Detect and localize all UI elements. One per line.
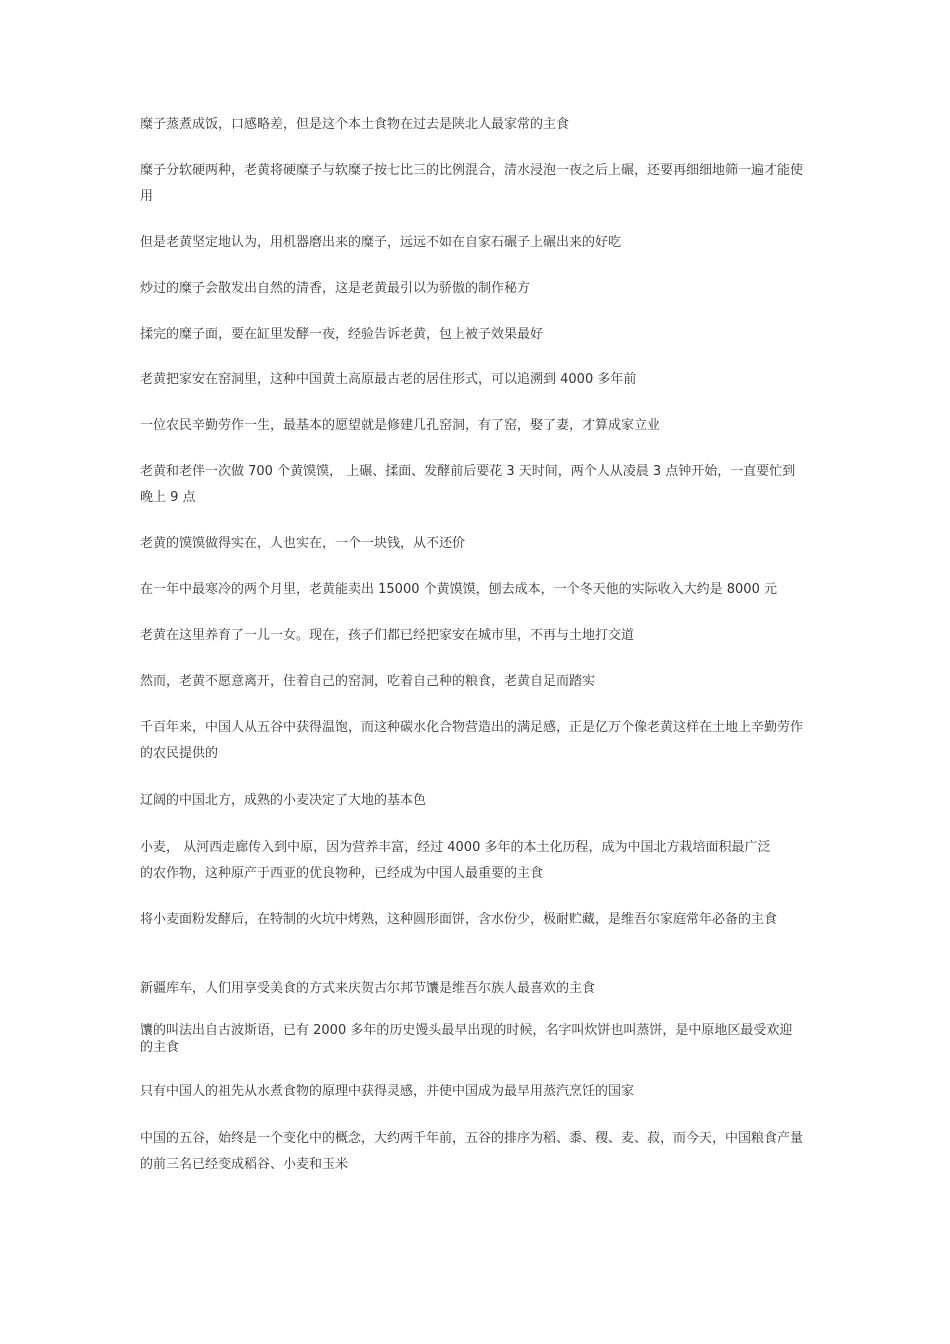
paragraph: 馕的叫法出自古波斯语，已有 2000 多年的历史馒头最早出现的时候，名字叫炊饼也叫蒸饼，是中原地区最受欢迎的主食 <box>140 1023 793 1055</box>
paragraph: 中国的五谷，始终是一个变化中的概念，大约两千年前，五谷的排序为稻、黍、稷、麦、菽，而今天，中国粮食产量的前三名已经变成稻谷、小麦和玉米 <box>140 1131 804 1172</box>
paragraph: 将小麦面粉发酵后，在特制的火坑中烤熟，这种圆形面饼，含水份少，极耐贮藏，是维吾尔家庭常年必备的主食 <box>140 912 778 927</box>
paragraph: 老黄把家安在窑洞里，这种中国黄土高原最古老的居住形式，可以追溯到 4000 多年前 <box>140 372 637 387</box>
paragraph: 炒过的糜子会散发出自然的清香，这是老黄最引以为骄傲的制作秘方 <box>140 281 531 296</box>
paragraph: 老黄的馍馍做得实在，人也实在，一个一块钱，从不还价 <box>140 536 466 551</box>
paragraph: 揉完的糜子面，要在缸里发酵一夜，经验告诉老黄，包上被子效果最好 <box>140 327 544 342</box>
paragraph: 糜子蒸煮成饭，口感略差，但是这个本土食物在过去是陕北人最家常的主食 <box>140 117 570 132</box>
paragraph: 在一年中最寒冷的两个月里，老黄能卖出 15000 个黄馍馍，刨去成本，一个冬天他的实际收入大约是 8000 元 <box>140 582 777 597</box>
paragraph: 老黄在这里养育了一儿一女。现在，孩子们都已经把家安在城市里，不再与土地打交道 <box>140 628 635 643</box>
paragraph: 一位农民辛勤劳作一生，最基本的愿望就是修建几孔窑洞，有了窑，娶了妻，才算成家立业 <box>140 418 661 433</box>
paragraph: 只有中国人的祖先从水煮食物的原理中获得灵感，并使中国成为最早用蒸汽烹饪的国家 <box>140 1084 635 1099</box>
paragraph: 小麦， 从河西走廊传入到中原，因为营养丰富，经过 4000 多年的本土化历程，成为中国北方栽培面积最广泛的农作物，这种原产于西亚的优良物种，已经成为中国人最重要的主食 <box>140 840 771 881</box>
paragraph: 辽阔的中国北方，成熟的小麦决定了大地的基本色 <box>140 793 427 808</box>
paragraph: 新疆库车，人们用享受美食的方式来庆贺古尔邦节馕是维吾尔族人最喜欢的主食 <box>140 981 596 996</box>
paragraph: 但是老黄坚定地认为，用机器磨出来的糜子，远远不如在自家石碾子上碾出来的好吃 <box>140 235 622 250</box>
paragraph: 老黄和老伴一次做 700 个黄馍馍， 上碾、揉面、发酵前后要花 3 天时间，两个人从凌晨 3 点钟开始，一直要忙到晚上 9 点 <box>140 464 796 505</box>
paragraph: 千百年来，中国人从五谷中获得温饱，而这种碳水化合物营造出的满足感，正是亿万个像老黄这样在土地上辛勤劳作的农民提供的 <box>140 720 804 761</box>
paragraph: 糜子分软硬两种，老黄将硬糜子与软糜子按七比三的比例混合，清水浸泡一夜之后上碾，还要再细细地筛一遍才能使用 <box>140 163 804 204</box>
paragraph: 然而，老黄不愿意离开，住着自己的窑洞，吃着自己种的粮食，老黄自足而踏实 <box>140 674 596 689</box>
